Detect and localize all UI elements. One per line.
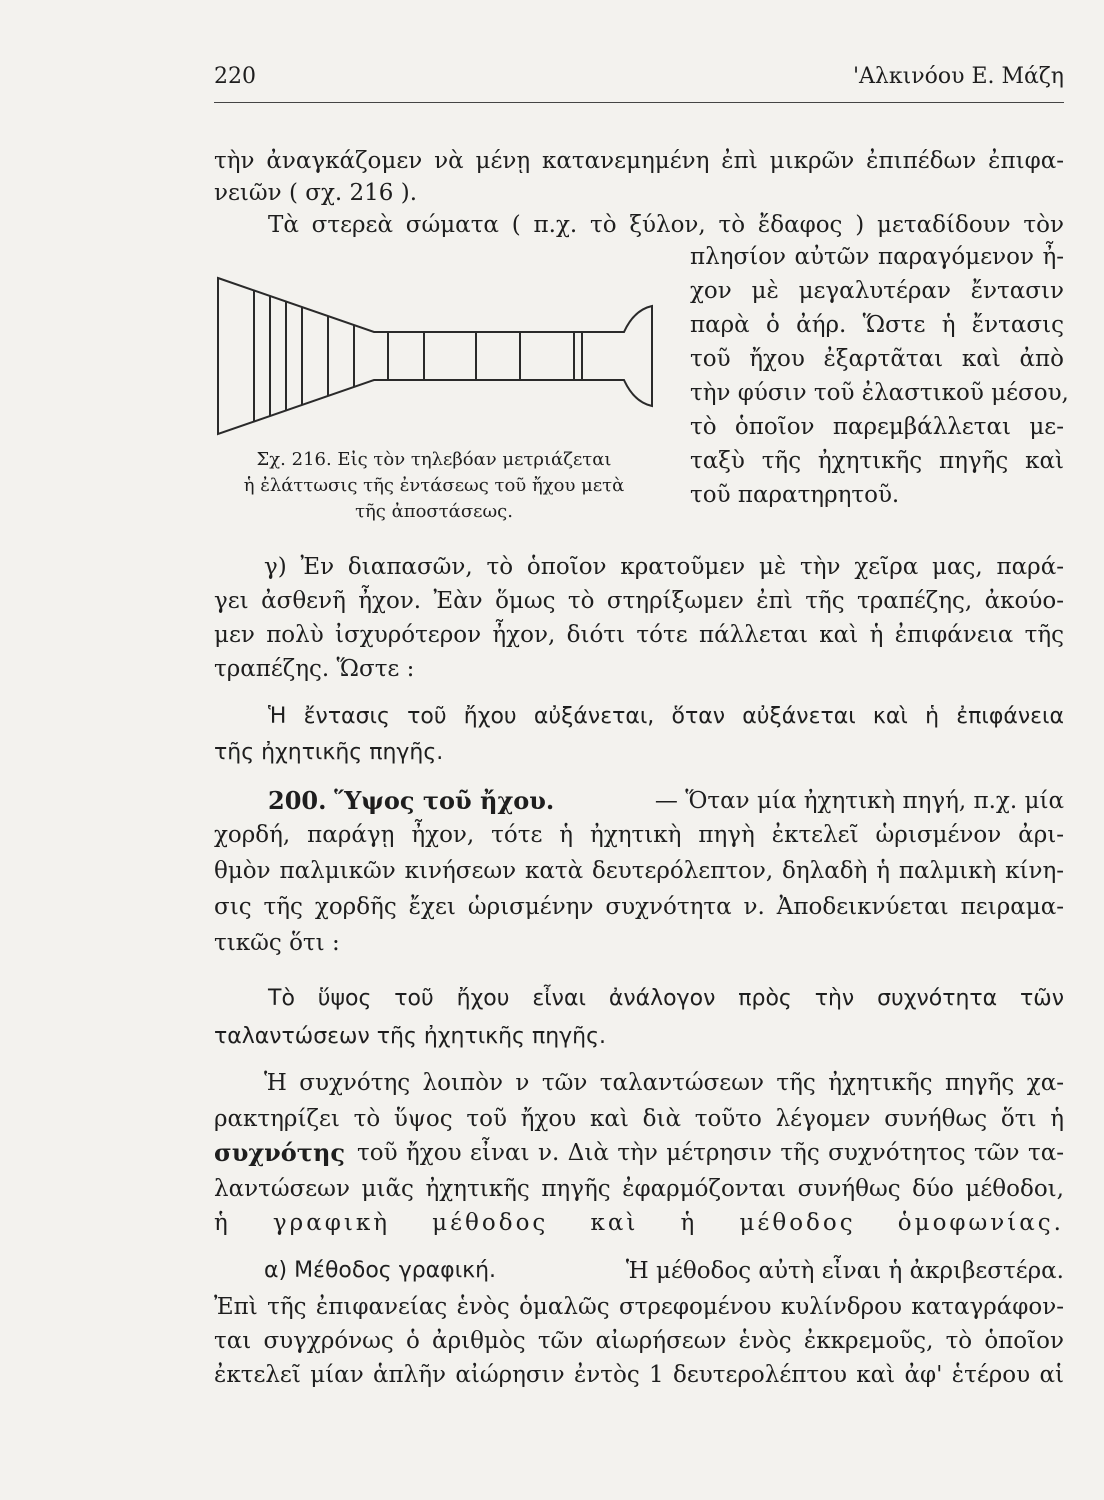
figure-caption: τῆς ἀποστάσεως. xyxy=(355,501,513,522)
text-line: χορδή, παράγῃ ἦχον, τότε ἡ ἠχητικὴ πηγὴ ἐκτελεῖ ὡρισμένον ἀρι- xyxy=(214,822,1064,848)
megaphone-outline xyxy=(218,278,652,434)
rule-statement: τῆς ἠχητικῆς πηγῆς. xyxy=(214,740,444,765)
section-text: — Ὅταν μία ἠχητικὴ πηγή, π.χ. μία xyxy=(654,788,1064,814)
rule-statement: Ἡ ἔντασις τοῦ ἤχου αὐξάνεται, ὅταν αὐξάνεται καὶ ἡ ἐπιφάνεια xyxy=(268,704,1064,729)
text-line: τὸ ὁποῖον παρεμβάλλεται με- xyxy=(690,414,1064,440)
text-line: τὴν φύσιν τοῦ ἐλαστικοῦ μέσου, xyxy=(690,380,1069,406)
text-line: πλησίον αὐτῶν παραγόμενον ἦ- xyxy=(690,244,1064,270)
method-heading: α) Μέθοδος γραφική. xyxy=(264,1258,497,1283)
rule-statement: Τὸ ὕψος τοῦ ἤχου εἶναι ἀνάλογον πρὸς τὴν συχνότητα τῶν xyxy=(268,986,1064,1011)
text-line: σις τῆς χορδῆς ἔχει ὡρισμένην συχνότητα ν. Ἀποδεικνύεται πειραμα- xyxy=(214,894,1064,920)
megaphone-figure xyxy=(214,270,664,440)
text-line: χον μὲ μεγαλυτέραν ἔντασιν xyxy=(690,278,1064,304)
text-line: τὴν ἀναγκάζομεν νὰ μένῃ κατανεμημένη ἐπὶ μικρῶν ἐπιπέδων ἐπιφα- xyxy=(214,148,1064,174)
figure-caption: Σχ. 216. Εἰς τὸν τηλεβόαν μετριάζεται xyxy=(256,449,612,470)
text-line xyxy=(264,1256,1064,1286)
rule-statement: ταλαντώσεων τῆς ἠχητικῆς πηγῆς. xyxy=(214,1024,607,1049)
figure-caption: ἡ ἐλάττωσις τῆς ἐντάσεως τοῦ ἤχου μετὰ xyxy=(243,475,625,496)
header-rule xyxy=(214,102,1064,103)
text-line: ται συγχρόνως ὁ ἀριθμὸς τῶν αἰωρήσεων ἑνὸς ἐκκρεμοῦς, τὸ ὁποῖον xyxy=(214,1328,1064,1354)
bold-term: συχνότης xyxy=(214,1138,346,1167)
page-header xyxy=(214,64,1064,100)
page-number: 220 xyxy=(214,64,256,89)
text-line: νειῶν ( σχ. 216 ). xyxy=(214,180,418,206)
text-line: λαντώσεων μιᾶς ἠχητικῆς πηγῆς ἐφαρμόζονται συνήθως δύο μέθοδοι, xyxy=(214,1176,1064,1202)
text-line: ρακτηρίζει τὸ ὕψος τοῦ ἤχου καὶ διὰ τοῦτο λέγομεν συνήθως ὅτι ἡ xyxy=(214,1106,1064,1132)
text-line: Ἡ συχνότης λοιπὸν ν τῶν ταλαντώσεων τῆς ἠχητικῆς πηγῆς χα- xyxy=(264,1070,1064,1096)
section-number: 200. xyxy=(268,786,327,815)
section-heading-line xyxy=(268,786,1064,816)
text-line: τοῦ ἤχου ἐξαρτᾶται καὶ ἀπὸ xyxy=(690,346,1064,372)
section-title: Ὕψος τοῦ ἤχου. xyxy=(334,786,555,815)
text-segment: Ἡ μέθοδος αὐτὴ εἶναι ἡ ἀκριβεστέρα. xyxy=(625,1258,1064,1284)
text-line: ἡ γραφικὴ μέθοδος καὶ ἡ μέθοδος ὁμοφωνίας. xyxy=(214,1210,1064,1236)
text-line: μεν πολὺ ἰσχυρότερον ἦχον, διότι τότε πάλλεται καὶ ἡ ἐπιφάνεια τῆς xyxy=(214,622,1064,648)
text-line: θμὸν παλμικῶν κινήσεων κατὰ δευτερόλεπτον, δηλαδὴ ἡ παλμικὴ κίνη- xyxy=(214,858,1064,884)
text-line: Τὰ στερεὰ σώματα ( π.χ. τὸ ξύλον, τὸ ἔδαφος ) μεταδίδουν τὸν xyxy=(268,212,1064,238)
text-line xyxy=(214,1138,1064,1168)
running-head: 'Αλκινόου Ε. Μάζη xyxy=(852,64,1064,89)
text-line: τικῶς ὅτι : xyxy=(214,930,340,956)
text-line: γει ἀσθενῆ ἦχον. Ἐὰν ὅμως τὸ στηρίξωμεν ἐπὶ τῆς τραπέζης, ἀκούο- xyxy=(214,588,1064,614)
text-line: παρὰ ὁ ἀήρ. Ὥστε ἡ ἔντασις xyxy=(690,312,1064,338)
text-line: ἐκτελεῖ μίαν ἁπλῆν αἰώρησιν ἐντὸς 1 δευτερολέπτου καὶ ἀφ' ἑτέρου αἱ xyxy=(214,1362,1064,1388)
text-line: τοῦ παρατηρητοῦ. xyxy=(690,482,900,508)
text-line: γ) Ἐν διαπασῶν, τὸ ὁποῖον κρατοῦμεν μὲ τὴν χεῖρα μας, παρά- xyxy=(264,554,1064,580)
text-line: τραπέζης. Ὥστε : xyxy=(214,656,415,682)
text-segment: τοῦ ἤχου εἶναι ν. Διὰ τὴν μέτρησιν τῆς συχνότητος τῶν τα- xyxy=(357,1140,1064,1166)
text-line: ταξὺ τῆς ἠχητικῆς πηγῆς καὶ xyxy=(690,448,1064,474)
text-line: Ἐπὶ τῆς ἐπιφανείας ἑνὸς ὁμαλῶς στρεφομένου κυλίνδρου καταγράφον- xyxy=(214,1294,1064,1320)
